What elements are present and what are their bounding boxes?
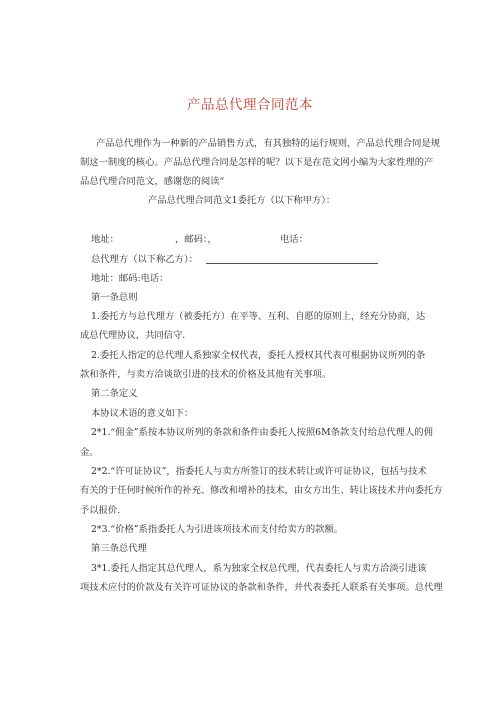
party-a-postcode-label: ，邮码：， bbox=[175, 234, 217, 245]
intro-line-3: 品总代理合同范文，感谢您的阅读“ bbox=[80, 176, 225, 187]
section-2-para-2-line-2: 有关的于任何时候所作的补充、修改和增补的技术，由女方出生、转让该技术并向委托方 bbox=[80, 485, 443, 496]
section-1-para-2-line-1: 2.委托人指定的总代理人系独家全权代表，委托人授权其代表可根据协议所列的条 bbox=[91, 350, 426, 361]
intro-line-1: 产品总代理作为一种新的产品销售方式，有其独特的运行规则，产品总代理合同是规 bbox=[96, 138, 440, 149]
section-1-para-1-line-2: 成总代理协议，共同信守. bbox=[80, 330, 186, 341]
section-2-intro: 本协议术语的意义如下： bbox=[91, 408, 194, 419]
section-3-para-1-line-1: 3*1.委托人指定其总代理人，系为独家全权总代理，代表委托人与卖方洽淡引进该 bbox=[91, 563, 427, 574]
section-2-para-1-line-1: 2*1.“佣金”系按本协议所列的条款和条件由委托人按照6M条款支付给总代理人的佣 bbox=[91, 427, 433, 438]
intro-line-2: 制这一制度的核心。产品总代理合同是怎样的呢？以下是在范文网小编为大家性理的产 bbox=[80, 157, 434, 168]
section-1-para-1-line-1: 1.委托方与总代理方（被委托方）在平等、互利、自愿的原则上，经充分协商，达 bbox=[91, 311, 426, 322]
section-2-heading: 第二条定义 bbox=[91, 388, 138, 399]
document-subtitle: 产品总代理合同范文1委托方（以下称甲方）： bbox=[148, 195, 336, 206]
party-b-address: 地址：邮码:电话： bbox=[91, 273, 169, 284]
section-2-para-2-line-1: 2*2.“许可证协议”，指委托人与卖方所签订的技术转让或许可证协议，包括与技术 bbox=[91, 466, 427, 477]
party-a-phone-label: 电话： bbox=[280, 234, 308, 245]
section-1-para-2-line-2: 款和条件，与卖方洽谈欲引进的技术的价格及其他有关事项。 bbox=[80, 369, 332, 380]
document-title: 产品总代理合同范本 bbox=[187, 97, 313, 113]
party-b-blank-line bbox=[206, 263, 378, 264]
section-2-para-2-line-3: 予以报价. bbox=[80, 505, 121, 516]
party-b-label: 总代理方（以下称乙方）： bbox=[91, 254, 198, 265]
section-2-para-3: 2*3.“价格”系指委托人为引进该项技术而支付给卖方的款额。 bbox=[91, 524, 344, 535]
section-3-para-1-line-2: 项技术应付的价款及有关许可证协议的条款和条件，并代表委托人联系有关事项。总代理 bbox=[80, 582, 443, 593]
section-1-heading: 第一条总则 bbox=[91, 292, 138, 303]
party-a-address-label: 地址： bbox=[91, 234, 119, 245]
section-3-heading: 第三条总代理 bbox=[91, 543, 147, 554]
section-2-para-1-line-2: 金。 bbox=[80, 447, 99, 458]
